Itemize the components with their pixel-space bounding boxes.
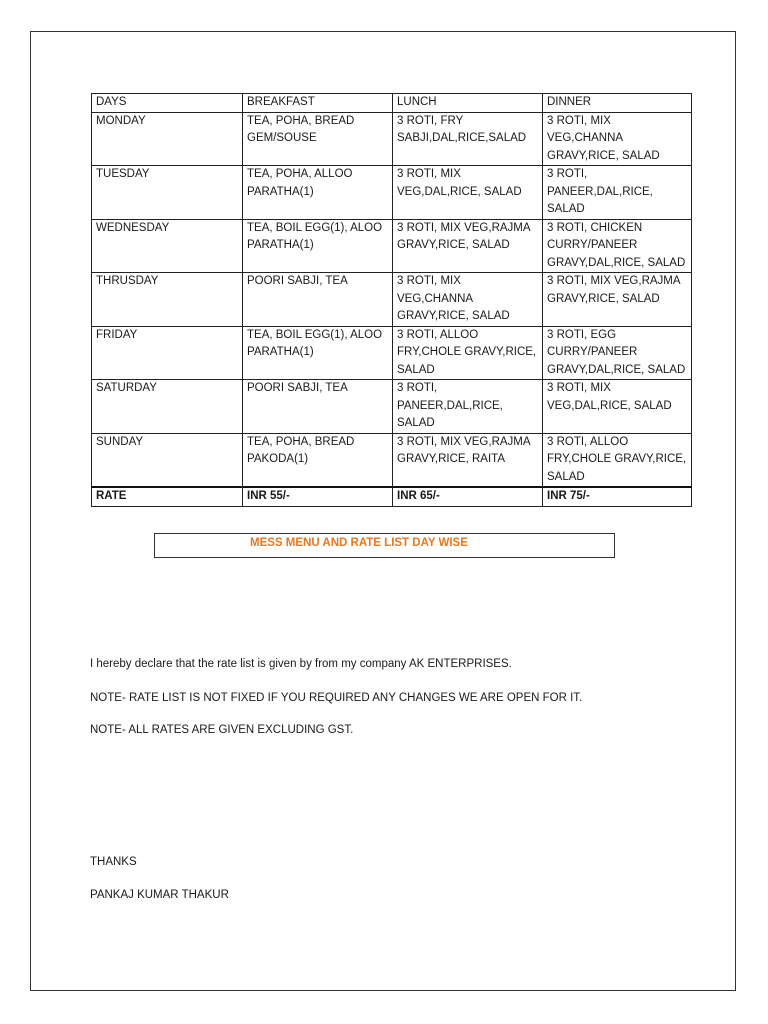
caption-title: MESS MENU AND RATE LIST DAY WISE [250,537,468,549]
day-cell: FRIDAY [92,326,243,380]
table-row [92,326,692,380]
declaration-text: I hereby declare that the rate list is given by from my company AK ENTERPRISES. [90,658,512,670]
day-cell: SUNDAY [92,433,243,487]
dinner-cell: 3 ROTI, PANEER,DAL,RICE, SALAD [543,166,692,220]
dinner-cell: 3 ROTI, CHICKEN CURRY/PANEER GRAVY,DAL,RICE, SALAD [543,219,692,273]
day-cell: SATURDAY [92,380,243,434]
breakfast-cell: TEA, BOIL EGG(1), ALOO PARATHA(1) [243,326,393,380]
rate-breakfast: INR 55/- [243,487,393,506]
rate-row [92,487,692,506]
day-cell: WEDNESDAY [92,219,243,273]
thanks-text: THANKS [90,856,137,868]
breakfast-cell: POORI SABJI, TEA [243,380,393,434]
day-cell: THRUSDAY [92,273,243,327]
dinner-cell: 3 ROTI, MIX VEG,CHANNA GRAVY,RICE, SALAD [543,112,692,166]
header-lunch: LUNCH [393,94,543,113]
header-breakfast: BREAKFAST [243,94,393,113]
table-row [92,219,692,273]
signatory-name: PANKAJ KUMAR THAKUR [90,889,229,901]
header-dinner: DINNER [543,94,692,113]
table-row [92,112,692,166]
breakfast-cell: TEA, POHA, BREAD GEM/SOUSE [243,112,393,166]
mess-menu-table [91,93,692,507]
caption-box [154,533,615,558]
lunch-cell: 3 ROTI, MIX VEG,CHANNA GRAVY,RICE, SALAD [393,273,543,327]
table-row [92,433,692,487]
breakfast-cell: TEA, BOIL EGG(1), ALOO PARATHA(1) [243,219,393,273]
lunch-cell: 3 ROTI, MIX VEG,RAJMA GRAVY,RICE, SALAD [393,219,543,273]
dinner-cell: 3 ROTI, ALLOO FRY,CHOLE GRAVY,RICE, SALAD [543,433,692,487]
lunch-cell: 3 ROTI, MIX VEG,RAJMA GRAVY,RICE, RAITA [393,433,543,487]
breakfast-cell: TEA, POHA, BREAD PAKODA(1) [243,433,393,487]
dinner-cell: 3 ROTI, EGG CURRY/PANEER GRAVY,DAL,RICE, SALAD [543,326,692,380]
dinner-cell: 3 ROTI, MIX VEG,RAJMA GRAVY,RICE, SALAD [543,273,692,327]
dinner-cell: 3 ROTI, MIX VEG,DAL,RICE, SALAD [543,380,692,434]
table-row [92,273,692,327]
breakfast-cell: TEA, POHA, ALLOO PARATHA(1) [243,166,393,220]
lunch-cell: 3 ROTI, PANEER,DAL,RICE, SALAD [393,380,543,434]
lunch-cell: 3 ROTI, FRY SABJI,DAL,RICE,SALAD [393,112,543,166]
table-header-row [92,94,692,113]
rate-label: RATE [92,487,243,506]
table-row [92,166,692,220]
note-excluding-gst: NOTE- ALL RATES ARE GIVEN EXCLUDING GST. [90,724,354,736]
rate-lunch: INR 65/- [393,487,543,506]
rate-dinner: INR 75/- [543,487,692,506]
breakfast-cell: POORI SABJI, TEA [243,273,393,327]
header-days: DAYS [92,94,243,113]
lunch-cell: 3 ROTI, ALLOO FRY,CHOLE GRAVY,RICE, SALAD [393,326,543,380]
table-row [92,380,692,434]
note-rate-not-fixed: NOTE- RATE LIST IS NOT FIXED IF YOU REQUIRED ANY CHANGES WE ARE OPEN FOR IT. [90,692,583,704]
lunch-cell: 3 ROTI, MIX VEG,DAL,RICE, SALAD [393,166,543,220]
day-cell: MONDAY [92,112,243,166]
day-cell: TUESDAY [92,166,243,220]
